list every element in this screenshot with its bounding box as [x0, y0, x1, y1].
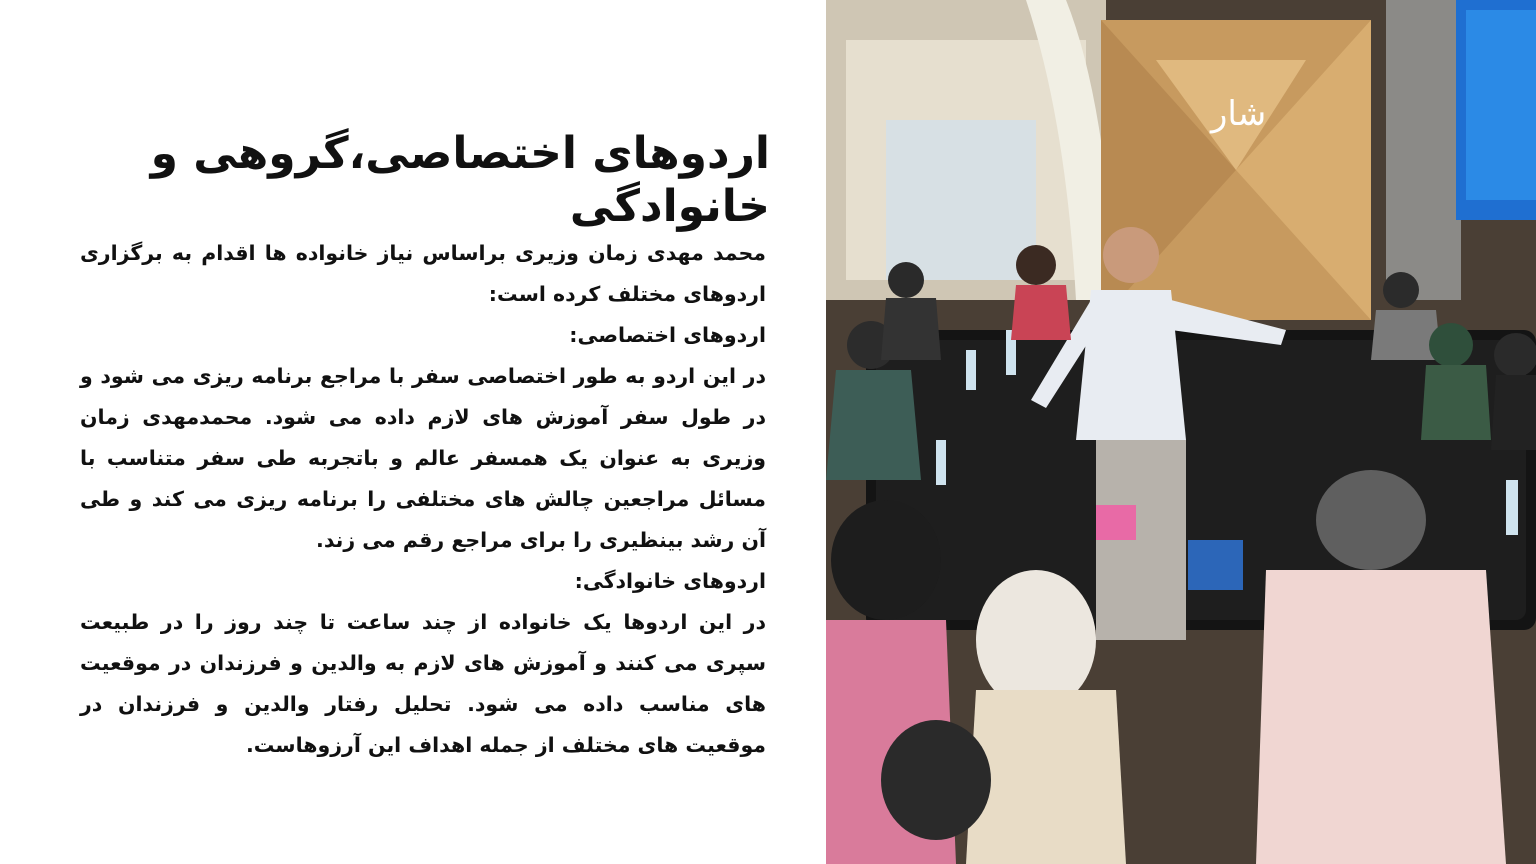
body-text [80, 233, 766, 766]
section-text-exclusive: در این اردو به طور اختصاصی سفر با مراجع برنامه ریزی می شود و در طول سفر آموزش های لازم داده می شود. محمدمهدی زمان وزیری به عنوان یک همسفر عالم و باتجربه طی سفر متناسب با مسائل مراجعین چالش های مختلفی را برنامه ریزی می کند و طی آن رشد بینظیری را برای مراجع رقم می زند. [80, 364, 766, 552]
intro-paragraph: محمد مهدی زمان وزیری براساس نیاز خانواده ها اقدام به برگزاری اردوهای مختلف کرده است: [80, 241, 766, 306]
page-title: اردوهای اختصاصی،گروهی و خانوادگی [150, 128, 770, 232]
section-heading-family: اردوهای خانوادگی: [574, 569, 766, 593]
svg-text:ﺷﺎﺭ: ﺷﺎﺭ [1211, 94, 1267, 134]
group-workshop-photo [826, 0, 1536, 864]
section-heading-exclusive: اردوهای اختصاصی: [569, 323, 766, 347]
section-text-family: در این اردوها یک خانواده از چند ساعت تا چند روز را در طبیعت سپری می کنند و آموزش های لازم به والدین و فرزندان در موقعیت های مناسب داده می شود. تحلیل رفتار والدین و فرزندان در موقعیت های مختلف از جمله اهداف این آرزوهاست. [80, 610, 766, 757]
